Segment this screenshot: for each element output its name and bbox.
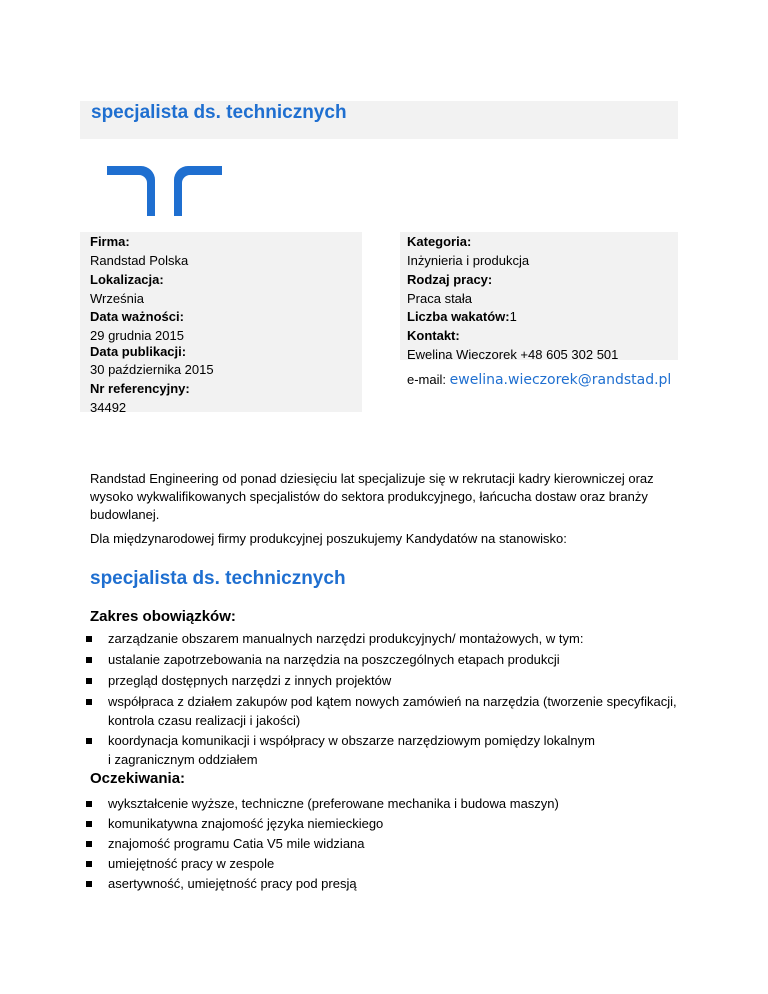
wakaty-value: 1 — [509, 309, 517, 324]
duty-item: koordynacja komunikacji i współpracy w obszarze narzędziowym pomiędzy lokalnym — [108, 733, 595, 748]
bullet-icon — [86, 841, 92, 847]
rodzaj-label: Rodzaj pracy: — [407, 272, 493, 287]
intro-paragraph — [90, 470, 690, 524]
data-publikacji-label: Data publikacji: — [90, 344, 187, 359]
bullet-icon — [86, 657, 92, 663]
firma-label: Firma: — [90, 234, 130, 249]
requirement-item: znajomość programu Catia V5 mile widziana — [108, 836, 365, 851]
job-title: specjalista ds. technicznych — [91, 102, 347, 123]
duty-item: współpraca z działem zakupów pod kątem nowych zamówień na narzędzia (tworzenie specyfikacji, — [108, 694, 677, 709]
data-waznosci-label: Data ważności: — [90, 309, 184, 324]
intro-line: wysoko wykwalifikowanych specjalistów do sektora produkcyjnego, łańcucha dostaw oraz branży — [90, 489, 648, 504]
bullet-icon — [86, 861, 92, 867]
nr-ref-value: 34492 — [90, 400, 127, 415]
duty-item-continued: i zagranicznym oddziałem — [108, 752, 258, 767]
data-waznosci-value: 29 grudnia 2015 — [90, 328, 184, 343]
bullet-icon — [86, 678, 92, 684]
duty-item: zarządzanie obszarem manualnych narzędzi produkcyjnych/ montażowych, w tym: — [108, 631, 584, 646]
bullet-icon — [86, 738, 92, 744]
requirements-heading: Oczekiwania: — [90, 770, 186, 787]
email-link[interactable]: ewelina.wieczorek@randstad.pl — [449, 372, 672, 388]
lokalizacja-label: Lokalizacja: — [90, 272, 164, 287]
intro-line: budowlanej. — [90, 507, 160, 522]
wakaty-row — [407, 309, 517, 324]
kontakt-value: Ewelina Wieczorek +48 605 302 501 — [407, 347, 619, 362]
randstad-logo — [105, 165, 225, 217]
requirement-item: umiejętność pracy w zespole — [108, 856, 275, 871]
bullet-icon — [86, 881, 92, 887]
lokalizacja-value: Września — [90, 291, 144, 306]
rodzaj-value: Praca stała — [407, 291, 473, 306]
requirement-item: komunikatywna znajomość języka niemieckiego — [108, 816, 384, 831]
data-publikacji-value: 30 października 2015 — [90, 362, 214, 377]
bullet-icon — [86, 821, 92, 827]
duty-item-continued: kontrola czasu realizacji i jakości) — [108, 713, 301, 728]
duty-item: przegląd dostępnych narzędzi z innych projektów — [108, 673, 392, 688]
bullet-icon — [86, 699, 92, 705]
kategoria-value: Inżynieria i produkcja — [407, 253, 530, 268]
firma-value: Randstad Polska — [90, 253, 189, 268]
email-row — [407, 372, 671, 388]
bullet-icon — [86, 636, 92, 642]
intro-paragraph-2: Dla międzynarodowej firmy produkcyjnej poszukujemy Kandydatów na stanowisko: — [90, 531, 567, 546]
wakaty-label: Liczba wakatów: — [407, 309, 510, 324]
email-label: e-mail: — [407, 372, 447, 387]
requirement-item: wykształcenie wyższe, techniczne (preferowane mechanika i budowa maszyn) — [108, 796, 559, 811]
kategoria-label: Kategoria: — [407, 234, 472, 249]
position-heading: specjalista ds. technicznych — [90, 568, 346, 589]
duty-item: ustalanie zapotrzebowania na narzędzia na poszczególnych etapach produkcji — [108, 652, 560, 667]
nr-ref-label: Nr referencyjny: — [90, 381, 190, 396]
bullet-icon — [86, 801, 92, 807]
requirement-item: asertywność, umiejętność pracy pod presją — [108, 876, 357, 891]
kontakt-label: Kontakt: — [407, 328, 460, 343]
duties-heading: Zakres obowiązków: — [90, 608, 236, 625]
intro-line: Randstad Engineering od ponad dziesięciu lat specjalizuje się w rekrutacji kadry kierowniczej oraz — [90, 471, 654, 486]
